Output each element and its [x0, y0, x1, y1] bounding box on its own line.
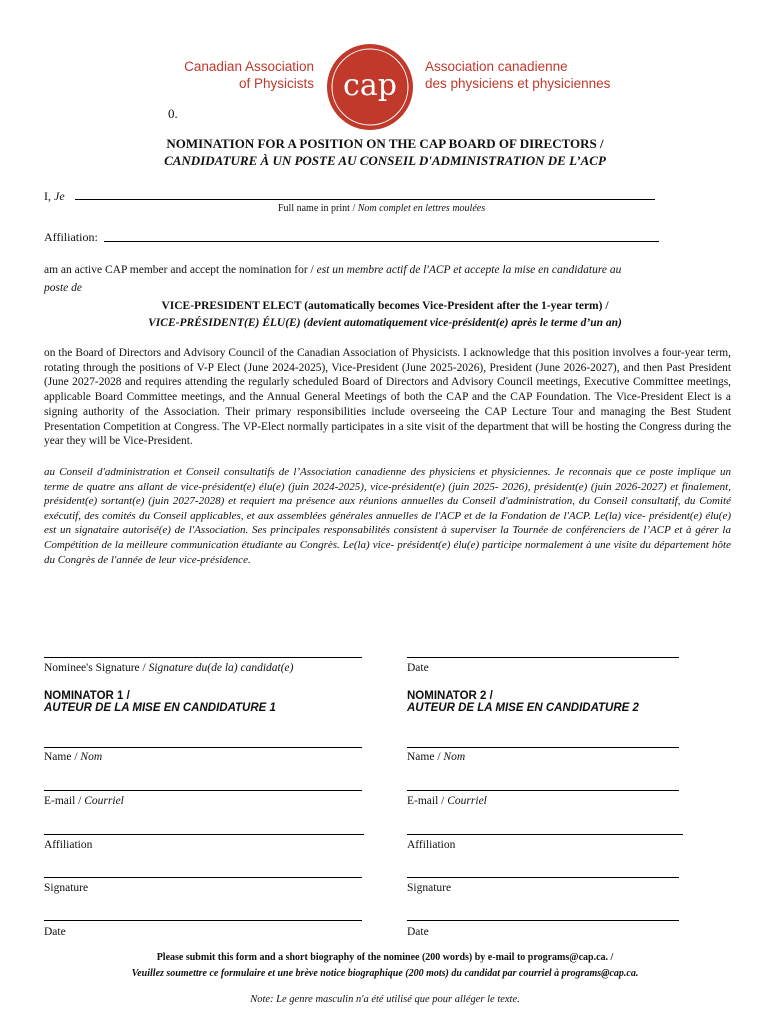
cap-logo-icon [326, 43, 414, 131]
nominator2-header: NOMINATOR 2 / AUTEUR DE LA MISE EN CANDIDATURE 2 [407, 690, 639, 714]
nominator1-name-line[interactable] [44, 747, 362, 748]
nominator1-email-label: E-mail / Courriel [44, 795, 124, 807]
logo-line: des physiciens et physiciennes [425, 76, 611, 91]
submission-instructions-french: Veuillez soumettre ce formulaire et une brève notice biographique (200 mots) du candidat par courriel à programs@cap.ca. [131, 968, 639, 979]
title-english: NOMINATION FOR A POSITION ON THE CAP BOARD OF DIRECTORS / [166, 136, 604, 151]
nominator2-signature-line[interactable] [407, 877, 679, 878]
description-french: au Conseil d'administration et Conseil consultatifs de l’Association canadienne des physiciens et physiciennes. Je reconnais que ce poste implique un terme de quatre ans allant de vice-président(e) élu(e) (juin 2024-2025), vice-président(e) (juin 2025- 2026), président(e) (juin 2026-2027) et finalement, président(e) sortant(e) (juin 2027-2028) et requiert ma présence aux réunions annuelles du Conseil d'administration, du Conseil consultatif, du Comité exécutif, des comités du Conseil applicables, et aux assemblées générales annuelles de l'ACP et de la Fondation de l'ACP. Le(la) vice- président(e) élu(e) est un signataire autorisé(e) de l'Association. Ses principales responsabilités consistent à superviser la Tournée de conférenciers de l’ACP et à gérer la Compétition de la meilleure communication étudiante au Congrès. Le(la) vice- président(e) élu(e) participe normalement à une visite du département hôte du Congrès de l'année de leur vice-présidence. [44, 466, 731, 566]
nominee-signature-label: Nominee's Signature / Signature du(de la) candidat(e) [44, 662, 294, 674]
logo-text-french [425, 58, 645, 92]
logo-line: Canadian Association [184, 59, 314, 74]
nominator2-name-label: Name / Nom [407, 751, 466, 763]
name-prefix: I, Je [44, 189, 65, 203]
nominee-date-label: Date [407, 662, 429, 674]
full-name-hint: Full name in print / Nom complet en lettres moulées [278, 203, 486, 214]
nominator1-date-line[interactable] [44, 920, 362, 921]
affiliation-line[interactable] [104, 241, 659, 242]
nominator1-date-label: Date [44, 926, 66, 938]
nominator1-email-line[interactable] [44, 790, 362, 791]
description-english: on the Board of Directors and Advisory Council of the Canadian Association of Physicists. I acknowledge that this position involves a four-year term, rotating through the positions of V-P Elect (June 2024-2025), Vice-President (June 2025-2026), President (June 2026-2027), and then Past President (June 2027-2028 and requires attending the regularly scheduled Board of Directors and Advisory Council meetings, Executive Committee meetings, applicable Board Committee meetings, and the Annual General Meetings of both the CAP and the CAP Foundation. The Vice-President Elect is a signing authority of the Association. Their primary responsibilities include overseeing the CAP Lecture Tour and managing the Best Student Presentation Competition at Congress. The VP-Elect normally participates in a site visit of the department that will be hosting the Congress during the year they will be Vice-President. [44, 347, 731, 448]
nominator1-header: NOMINATOR 1 / AUTEUR DE LA MISE EN CANDIDATURE 1 [44, 690, 276, 714]
logo-line: Association canadienne [425, 59, 568, 74]
nominator2-affiliation-label: Affiliation [407, 839, 456, 851]
nominator1-signature-label: Signature [44, 882, 89, 894]
nominator2-affiliation-line[interactable] [407, 834, 683, 835]
nominator1-affiliation-label: Affiliation [44, 839, 93, 851]
nominator2-email-label: E-mail / Courriel [407, 795, 487, 807]
title-french: CANDIDATURE À UN POSTE AU CONSEIL D'ADMINISTRATION DE L’ACP [164, 153, 606, 168]
nominator2-name-line[interactable] [407, 747, 679, 748]
nominee-signature-line[interactable] [44, 657, 362, 658]
nominator2-signature-label: Signature [407, 882, 452, 894]
submission-instructions-english: Please submit this form and a short biography of the nominee (200 words) by e-mail to programs@cap.ca. / [156, 952, 614, 963]
nominator1-affiliation-line[interactable] [44, 834, 364, 835]
position-french: VICE-PRÉSIDENT(E) ÉLU(E) (devient automatiquement vice-président(e) après le terme d’un an) [148, 317, 622, 329]
logo-mark-text: cap [343, 68, 397, 103]
logo-text-english [150, 58, 314, 92]
affiliation-label: Affiliation: [44, 230, 98, 244]
nominator1-name-label: Name / Nom [44, 751, 103, 763]
gender-note: Note: Le genre masculin n'a été utilisé que pour alléger le texte. [250, 994, 520, 1005]
nominator2-date-line[interactable] [407, 920, 679, 921]
nominator1-signature-line[interactable] [44, 877, 362, 878]
full-name-line[interactable] [75, 199, 655, 200]
nominator2-date-label: Date [407, 926, 429, 938]
nominator2-email-line[interactable] [407, 790, 679, 791]
accept-statement: am an active CAP member and accept the nomination for / est un membre actif de l'ACP et accepte la mise en candidature au poste de [44, 264, 622, 294]
nominee-date-line[interactable] [407, 657, 679, 658]
form-number: 0. [168, 106, 178, 121]
logo-line: of Physicists [238, 76, 314, 91]
position-english: VICE-PRESIDENT ELECT (automatically becomes Vice-President after the 1-year term) / [161, 300, 609, 312]
